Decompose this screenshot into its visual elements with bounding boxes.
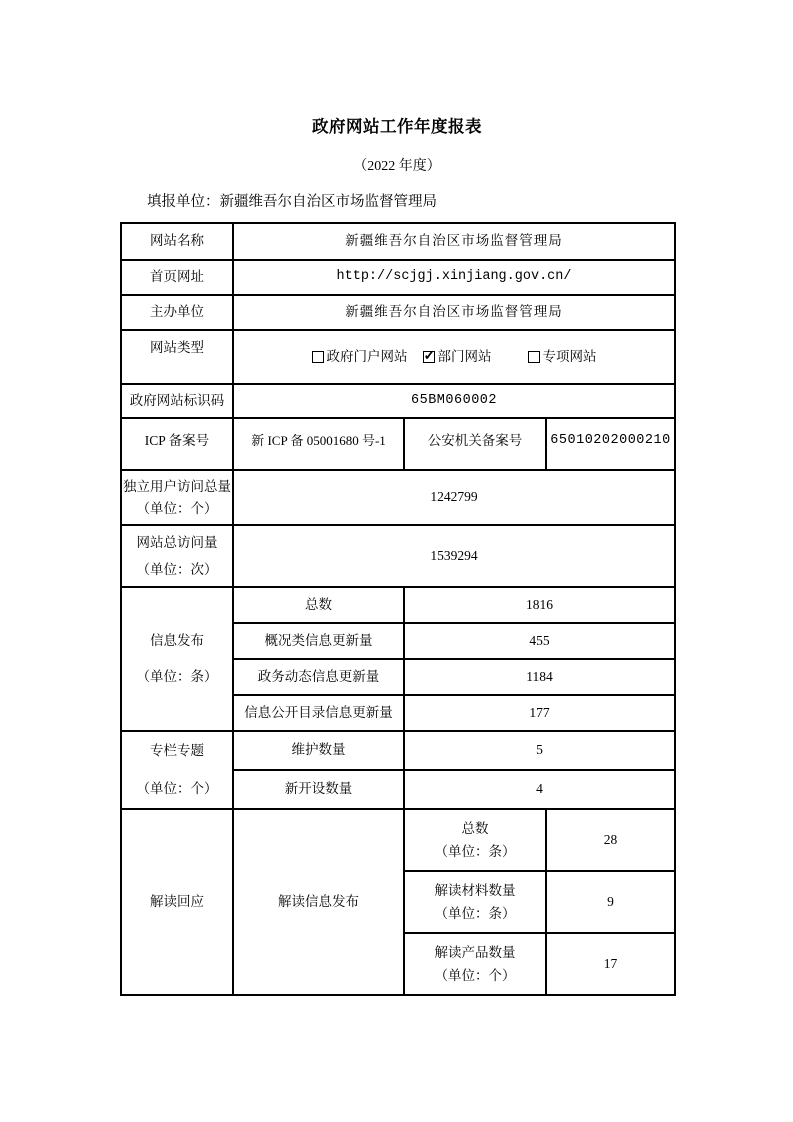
table-row [121,731,675,770]
table-row [121,295,675,330]
interpretation-sub-label: 解读信息发布 [233,809,404,995]
checkbox-unchecked-icon [312,351,324,363]
table-row [121,384,675,418]
table-row [121,330,675,384]
total-visits-label: 网站总访问量 （单位：次） [121,525,233,587]
special-columns-row-label: 新开设数量 [233,770,404,809]
site-name-value: 新疆维吾尔自治区市场监督管理局 [233,223,675,260]
table-row [121,260,675,295]
table-row [121,470,675,525]
info-publish-row-label: 概况类信息更新量 [233,623,404,659]
interpretation-row-value: 28 [546,809,675,871]
police-record-label: 公安机关备案号 [404,418,546,470]
site-code-label: 政府网站标识码 [121,384,233,418]
site-type-option-government-portal [312,348,408,366]
police-record-value: 65010202000210 [546,418,675,470]
table-row [121,418,675,470]
info-publish-row-value: 177 [404,695,675,731]
organizer-value: 新疆维吾尔自治区市场监督管理局 [233,295,675,330]
checkbox-label: 专项网站 [542,348,597,364]
info-publish-label: 信息发布 （单位：条） [121,587,233,731]
info-publish-row-value: 455 [404,623,675,659]
special-columns-row-value: 4 [404,770,675,809]
table-row [121,809,675,871]
interpretation-row-label: 总数 （单位：条） [404,809,546,871]
unique-visitors-label: 独立用户访问总量 （单位：个） [121,470,233,525]
annual-report-table [120,222,676,996]
checkbox-unchecked-icon [528,351,540,363]
interpretation-row-label: 解读材料数量 （单位：条） [404,871,546,933]
special-columns-row-value: 5 [404,731,675,770]
info-publish-row-label: 政务动态信息更新量 [233,659,404,695]
site-type-options [233,330,675,384]
unique-visitors-value: 1242799 [233,470,675,525]
info-publish-row-label: 总数 [233,587,404,623]
info-publish-row-label: 信息公开目录信息更新量 [233,695,404,731]
homepage-url-value: http://scjgj.xinjiang.gov.cn/ [233,260,675,295]
interpretation-label: 解读回应 [121,809,233,995]
reporting-unit-label: 填报单位： [147,194,220,210]
info-publish-row-value: 1816 [404,587,675,623]
page-subtitle: （2022 年度） [353,159,441,174]
special-columns-row-label: 维护数量 [233,731,404,770]
site-code-value: 65BM060002 [233,384,675,418]
interpretation-row-value: 9 [546,871,675,933]
organizer-label: 主办单位 [121,295,233,330]
special-columns-label: 专栏专题 （单位：个） [121,731,233,809]
info-publish-row-value: 1184 [404,659,675,695]
checkbox-checked-icon [423,351,435,363]
homepage-url-label: 首页网址 [121,260,233,295]
icp-value: 新 ICP 备 05001680 号-1 [233,418,404,470]
interpretation-row-value: 17 [546,933,675,995]
reporting-unit [147,190,437,211]
table-row [121,587,675,623]
site-type-option-special [528,348,597,366]
checkbox-label: 政府门户网站 [326,348,408,364]
total-visits-value: 1539294 [233,525,675,587]
page-title: 政府网站工作年度报表 [312,117,482,136]
icp-label: ICP 备案号 [121,418,233,470]
site-type-option-department [423,348,492,366]
site-type-label: 网站类型 [121,330,233,384]
site-name-label: 网站名称 [121,223,233,260]
table-row [121,223,675,260]
reporting-unit-value: 新疆维吾尔自治区市场监督管理局 [219,194,437,210]
checkbox-label: 部门网站 [437,348,492,364]
interpretation-row-label: 解读产品数量 （单位：个） [404,933,546,995]
table-row [121,525,675,587]
